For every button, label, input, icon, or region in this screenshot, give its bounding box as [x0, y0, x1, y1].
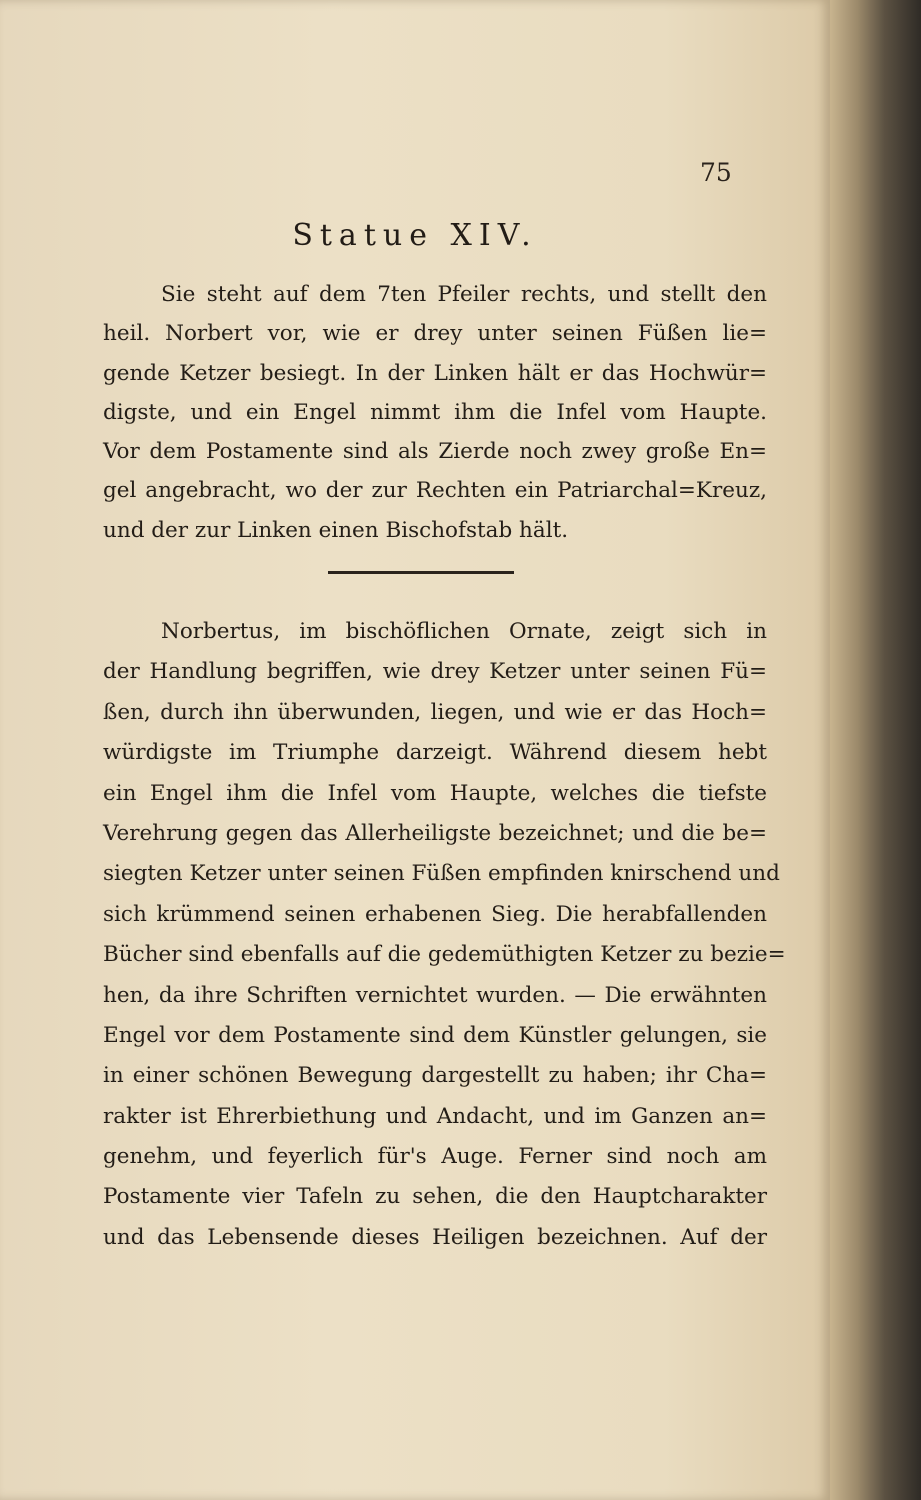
text-line: Norbertus, im bischöflichen Ornate, zeigt sich in: [161, 619, 767, 644]
text-line: und der zur Linken einen Bischofstab hält.: [103, 517, 569, 543]
section-divider: [328, 571, 514, 574]
text-line: heil. Norbert vor, wie er drey unter seinen Füßen lie=: [103, 321, 767, 347]
text-line: siegten Ketzer unter seinen Füßen empfinden knirschend und: [103, 861, 780, 887]
text-line: Engel vor dem Postamente sind dem Künstler gelungen, sie: [103, 1022, 767, 1048]
text-line: digste, und ein Engel nimmt ihm die Infel vom Haupte.: [103, 399, 767, 425]
text-line: Sie steht auf dem 7ten Pfeiler rechts, und stellt den: [161, 282, 767, 307]
text-line: der Handlung begriffen, wie drey Ketzer unter seinen Fü=: [103, 659, 767, 685]
paragraph-statue-description: [103, 275, 767, 550]
text-line: ßen, durch ihn überwunden, liegen, und wie er das Hoch=: [103, 699, 767, 725]
text-line: hen, da ihre Schriften vernichtet wurden. — Die erwähnten: [103, 982, 767, 1008]
text-line: würdigste im Triumphe darzeigt. Während diesem hebt: [103, 740, 767, 766]
text-line: Vor dem Postamente sind als Zierde noch zwey große En=: [103, 439, 767, 465]
book-edge: [830, 0, 921, 1500]
text-line: gel angebracht, wo der zur Rechten ein Patriarchal=Kreuz,: [103, 478, 767, 504]
section-heading: Statue XIV.: [292, 218, 538, 253]
paragraph-commentary: [103, 612, 786, 1258]
text-line: Bücher sind ebenfalls auf die gedemüthigten Ketzer zu bezie=: [103, 942, 786, 968]
text-line: Verehrung gegen das Allerheiligste bezeichnet; und die be=: [103, 820, 767, 846]
text-line: in einer schönen Bewegung dargestellt zu haben; ihr Cha=: [103, 1063, 767, 1089]
text-line: genehm, und feyerlich für's Auge. Ferner sind noch am: [103, 1144, 767, 1170]
text-line: gende Ketzer besiegt. In der Linken hält er das Hochwür=: [103, 360, 767, 386]
page-number: 75: [700, 158, 732, 187]
text-line: sich krümmend seinen erhabenen Sieg. Die herabfallenden: [103, 901, 767, 927]
text-line: rakter ist Ehrerbiethung und Andacht, und im Ganzen an=: [103, 1103, 767, 1129]
text-line: Postamente vier Tafeln zu sehen, die den Hauptcharakter: [103, 1184, 767, 1210]
text-line: ein Engel ihm die Infel vom Haupte, welches die tiefste: [103, 780, 767, 806]
text-line: und das Lebensende dieses Heiligen bezeichnen. Auf der: [103, 1224, 767, 1250]
